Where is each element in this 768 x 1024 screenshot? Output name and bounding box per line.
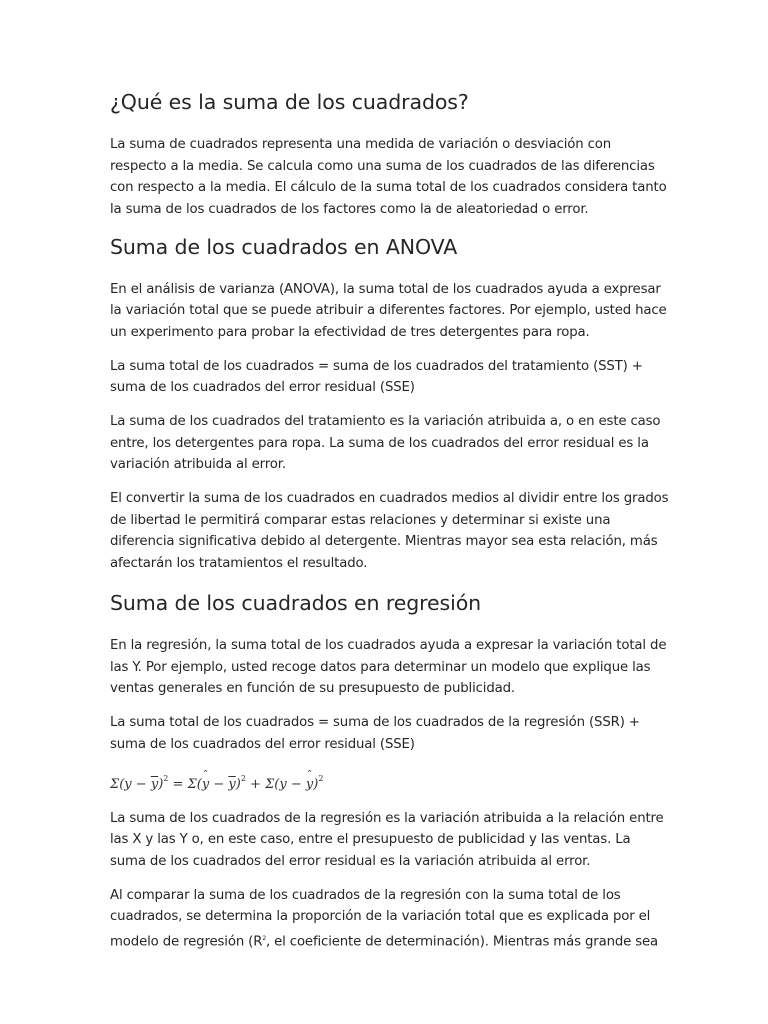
paragraph-anova-equation: La suma total de los cuadrados = suma de los cuadrados del tratamiento (SST) + suma de los cuadrados del error residual (SSE) bbox=[110, 358, 643, 395]
paragraph-regression-intro: En la regresión, la suma total de los cuadrados ayuda a expresar la variación total de las Y. Por ejemplo, usted recoge datos para determinar un modelo que explique las ventas generales en función de su presupuesto de publicidad. bbox=[110, 638, 667, 696]
paragraph-anova-intro: En el análisis de varianza (ANOVA), la suma total de los cuadrados ayuda a expresar la variación total que se puede atribuir a diferentes factores. Por ejemplo, usted hace un experimento para probar la efectividad de tres detergentes para ropa. bbox=[110, 281, 667, 340]
paragraph-regression-equation: La suma total de los cuadrados = suma de los cuadrados de la regresión (SSR) + suma de los cuadrados del error residual (SSE) bbox=[110, 715, 640, 752]
paragraph-anova-treatment: La suma de los cuadrados del tratamiento es la variación atribuida a, o en este caso entre, los detergentes para ropa. La suma de los cuadrados del error residual es la variación atribuida al error. bbox=[110, 414, 661, 472]
paragraph-regression-explained: La suma de los cuadrados de la regresión es la variación atribuida a la relación entre las X y las Y o, en este caso, entre el presupuesto de publicidad y las ventas. La suma de los cuadrados del error residual es la variación atribuida al error. bbox=[110, 810, 664, 869]
document-page bbox=[110, 88, 670, 965]
heading-sum-of-squares: ¿Qué es la suma de los cuadrados? bbox=[110, 90, 469, 114]
paragraph-regression-comparison: Al comparar la suma de los cuadrados de la regresión con la suma total de los cuadrados, se determina la proporción de la variación total que es explicada por el modelo de regresión ($R^2$, el coeficiente de determinación). Mientras más grande sea bbox=[110, 887, 659, 949]
paragraph-definition: La suma de cuadrados representa una medida de variación o desviación con respecto a la media. Se calcula como una suma de los cuadrados de las diferencias con respecto a la media. El cálculo de la suma total de los cuadrados considera tanto la suma de los cuadrados de los factores como la de aleatoriedad o error. bbox=[110, 137, 667, 217]
paragraph-anova-mean-squares: El convertir la suma de los cuadrados en cuadrados medios al dividir entre los grados de libertad le permitirá comparar estas relaciones y determinar si existe una diferencia significativa debido al detergente. Mientras mayor sea esta relación, más afectarán los tratamientos el resultado. bbox=[110, 491, 669, 571]
heading-regression: Suma de los cuadrados en regresión bbox=[110, 591, 482, 615]
heading-anova: Suma de los cuadrados en ANOVA bbox=[110, 234, 458, 259]
regression-formula: $\Sigma(y - y)^2$ = Σ(ˆ y − y)$^2$ + Σ(y − ˆ y)$^2$ bbox=[110, 768, 670, 796]
